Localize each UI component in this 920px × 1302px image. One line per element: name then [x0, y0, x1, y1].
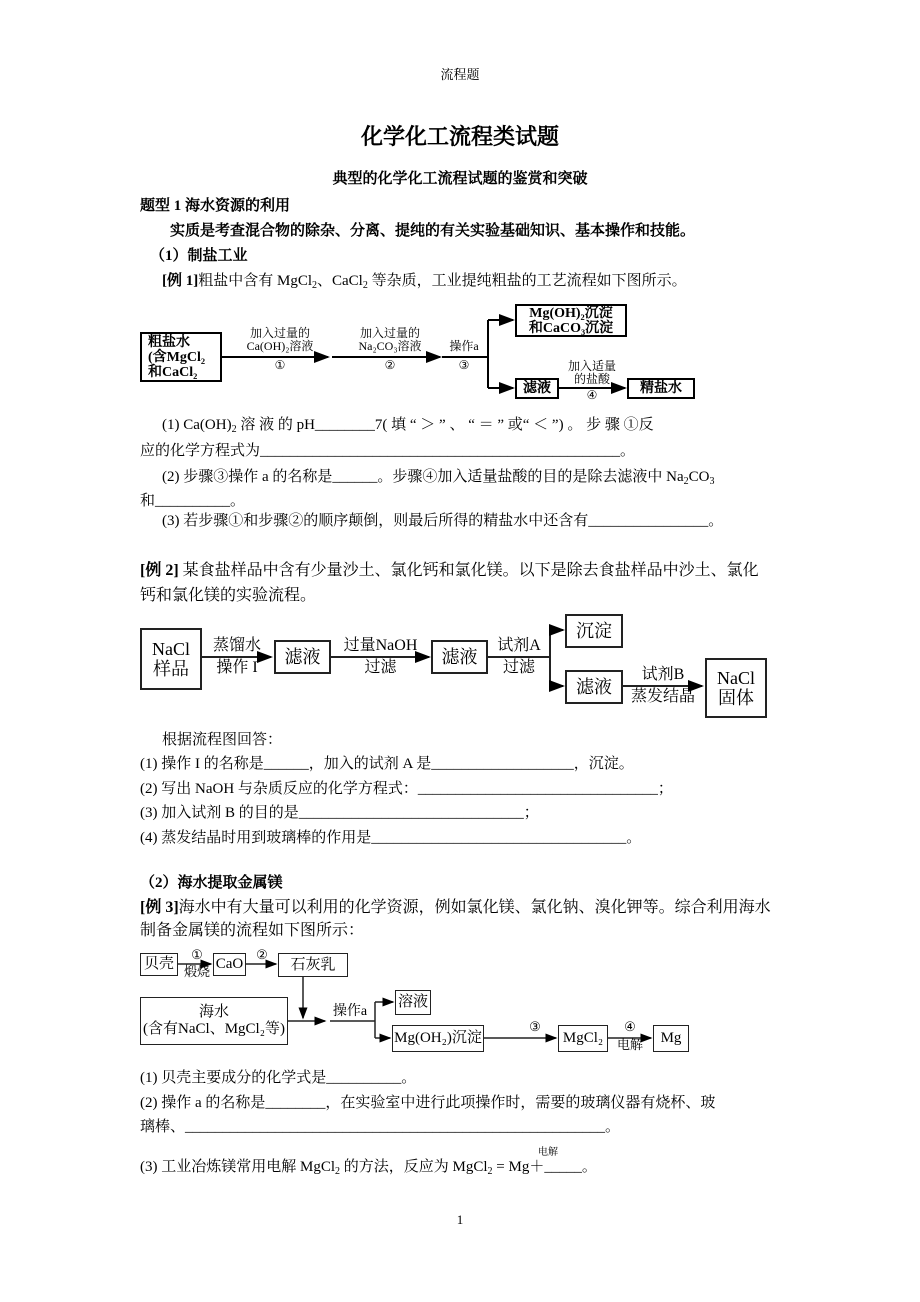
example-3-intro-cont: 制备金属镁的流程如下图所示： [140, 922, 365, 939]
text: 过量NaOH [343, 637, 418, 654]
mgcl2-box: MgCl₂ [558, 1025, 608, 1052]
text: 的方法，反应为 MgCl [340, 1159, 488, 1175]
question-2-4: (4) 蒸发结晶时用到玻璃棒的作用是__________________________________。 [140, 830, 642, 846]
text: 过滤 [364, 659, 397, 676]
mg-hydroxide-box: Mg(OH₂)沉淀 [392, 1025, 484, 1052]
question-1-1: (1) $Ca(OH)_2$ 溶 液 的 pH________7( 填 “ ＞ ” 、 “ ＝ ” 或“ ＜ ”) 。 步 骤 ①反 [162, 417, 654, 435]
filtrate-box-3: 滤液 [565, 670, 623, 704]
step-reagent-b-label [624, 666, 702, 706]
page-number: 1 [456, 1212, 464, 1227]
seawater-box [140, 997, 288, 1045]
text: 操作a [449, 339, 479, 353]
question-1-3: (3) 若步骤①和步骤②的顺序颠倒，则最后所得的精盐水中还含有________________。 [162, 513, 724, 529]
step2-label: ② [256, 947, 268, 962]
step1-label [235, 327, 325, 372]
text: ② [384, 358, 396, 372]
step-naoh-label [333, 637, 428, 677]
step-reagent-a-label [490, 637, 548, 677]
text: CO [688, 469, 710, 485]
text: 过滤 [502, 659, 535, 676]
text: ④ [624, 1019, 636, 1034]
text: 、CaCl [317, 273, 363, 289]
question-3-2: (2) 操作 a 的名称是________，在实验室中进行此项操作时，需要的玻璃仪器有烧杯、玻 [140, 1095, 716, 1111]
text: 海水 [198, 1004, 229, 1020]
filtrate-box-2: 滤液 [431, 640, 488, 674]
text: 固体 [718, 688, 754, 708]
text: 和CaCO₃沉淀 [528, 320, 614, 336]
text: 加入过量的 [249, 326, 310, 340]
question-2-3: (3) 加入试剂 B 的目的是______________________________； [140, 805, 539, 821]
text: 和CaCl₂ [148, 364, 198, 380]
example-tag: [例 2] [140, 562, 179, 579]
section-heading: 题型 1 海水资源的利用 [140, 198, 291, 214]
crude-brine-box [140, 332, 222, 382]
text: ③ [458, 358, 470, 372]
solution-box: 溶液 [395, 990, 431, 1015]
text: NaCl [717, 668, 755, 688]
text: (含有NaCl、MgCl₂等) [143, 1021, 285, 1037]
step-dissolve-label [203, 637, 271, 677]
step3-label: ③ [529, 1019, 541, 1034]
text: 某食盐样品中含有少量沙土、氯化钙和氯化镁。以下是除去食盐样品中沙土、氯化 [178, 562, 759, 579]
step4-label [562, 360, 622, 402]
mg-box: Mg [653, 1025, 689, 1052]
electrolysis-condition: 电解 [538, 1147, 558, 1158]
operation-a-label: 操作a [332, 1004, 368, 1019]
shell-box: 贝壳 [140, 953, 178, 976]
nacl-solid-box [705, 658, 767, 718]
cao-box: CaO [213, 953, 246, 976]
text: 蒸馏水 [212, 637, 261, 654]
nacl-sample-box [140, 628, 202, 690]
example-3-intro [140, 899, 771, 917]
answer-intro: 根据流程图回答： [162, 732, 283, 748]
precipitate-box [515, 304, 627, 337]
question-2-1: (1) 操作 I 的名称是______，加入的试剂 A 是___________________，沉淀。 [140, 756, 634, 772]
step3-label [440, 340, 488, 372]
text: 样品 [153, 659, 189, 679]
text: 溶 液 的 pH________7( 填 “ ＞ ” 、 “ ＝ ” 或“ ＜ ”) 。 步 骤 ①反 [236, 417, 654, 433]
text: ① [274, 358, 286, 372]
question-3-3: (3) 工业冶炼镁常用电解 MgCl$_2$ 的方法，反应为 MgCl$_2$ = Mg＋_____。 [140, 1159, 597, 1177]
filtrate-box-1: 滤液 [274, 640, 331, 674]
subsection-heading: （1）制盐工业 [150, 248, 248, 264]
example-tag: [例 3] [140, 899, 179, 916]
question-1-1-cont: 应的化学方程式为________________________________________________。 [140, 443, 636, 459]
example-tag: [例 1] [162, 273, 199, 289]
text: Ca(OH)₂溶液 [246, 339, 314, 353]
question-3-1: (1) 贝壳主要成分的化学式是__________。 [140, 1070, 417, 1086]
text: 粗盐中含有 MgCl [198, 273, 313, 289]
precipitate-box: 沉淀 [565, 614, 623, 648]
question-2-2: (2) 写出 NaOH 与杂质反应的化学方程式：________________________________； [140, 781, 673, 797]
text: 等杂质，工业提纯粗盐的工艺流程如下图所示。 [367, 273, 687, 289]
text: NaCl [152, 639, 190, 659]
text: 海水中有大量可以利用的化学资源，例如氯化镁、氯化钠、溴化钾等。综合利用海水 [178, 899, 771, 916]
text: 试剂B [641, 666, 685, 683]
document-subtitle: 典型的化学化工流程试题的鉴赏和突破 [332, 171, 588, 187]
text: (2) 步骤③操作 a 的名称是______。步骤④加入适量盐酸的目的是除去滤液中 Na [162, 469, 684, 485]
text: Na₂CO₃溶液 [358, 339, 422, 353]
question-1-2: (2) 步骤③操作 a 的名称是______。步骤④加入适量盐酸的目的是除去滤液中 $Na_2CO_3$ [162, 469, 715, 487]
subsection-heading: （2）海水提取金属镁 [140, 875, 283, 891]
filtrate-box: 滤液 [515, 378, 559, 399]
text: 试剂A [497, 637, 541, 654]
example-2-intro [140, 562, 759, 580]
text: 煅烧 [183, 964, 210, 979]
text: Mg(OH)₂沉淀 [529, 305, 613, 321]
lime-milk-box: 石灰乳 [278, 953, 348, 977]
paragraph: 实质是考查混合物的除杂、分离、提纯的有关实验基础知识、基本操作和技能。 [170, 223, 696, 239]
text: 加入适量 [567, 359, 616, 373]
text: ④ [586, 388, 598, 402]
page-header: 流程题 [440, 67, 480, 82]
text: (含MgCl₂ [148, 349, 206, 365]
refined-brine-box: 精盐水 [627, 378, 695, 399]
question-1-2-cont: 和__________。 [140, 493, 246, 509]
text: 粗盐水 [148, 334, 190, 350]
step4-label [612, 1020, 648, 1051]
text: 蒸发结晶 [630, 688, 695, 705]
text: 操作 I [216, 659, 258, 676]
text: (3) 工业冶炼镁常用电解 MgCl [140, 1159, 336, 1175]
step1-label [180, 948, 214, 978]
text: ① [191, 947, 203, 962]
text: (1) Ca(OH) [162, 417, 232, 433]
step2-label [345, 327, 435, 372]
text: = Mg＋_____。 [492, 1159, 597, 1175]
text: 加入过量的 [359, 326, 420, 340]
text: 电解 [616, 1037, 643, 1052]
example-2-intro-cont: 钙和氯化镁的实验流程。 [140, 587, 317, 604]
question-3-2-cont: 璃棒、________________________________________________________。 [140, 1119, 621, 1135]
example-1-intro: [例 1]粗盐中含有 MgCl$_2$、CaCl$_2$ 等杂质，工业提纯粗盐的工艺流程如下图所示。 [162, 273, 687, 291]
document-title: 化学化工流程类试题 [360, 124, 559, 149]
text: 的盐酸 [573, 372, 610, 386]
